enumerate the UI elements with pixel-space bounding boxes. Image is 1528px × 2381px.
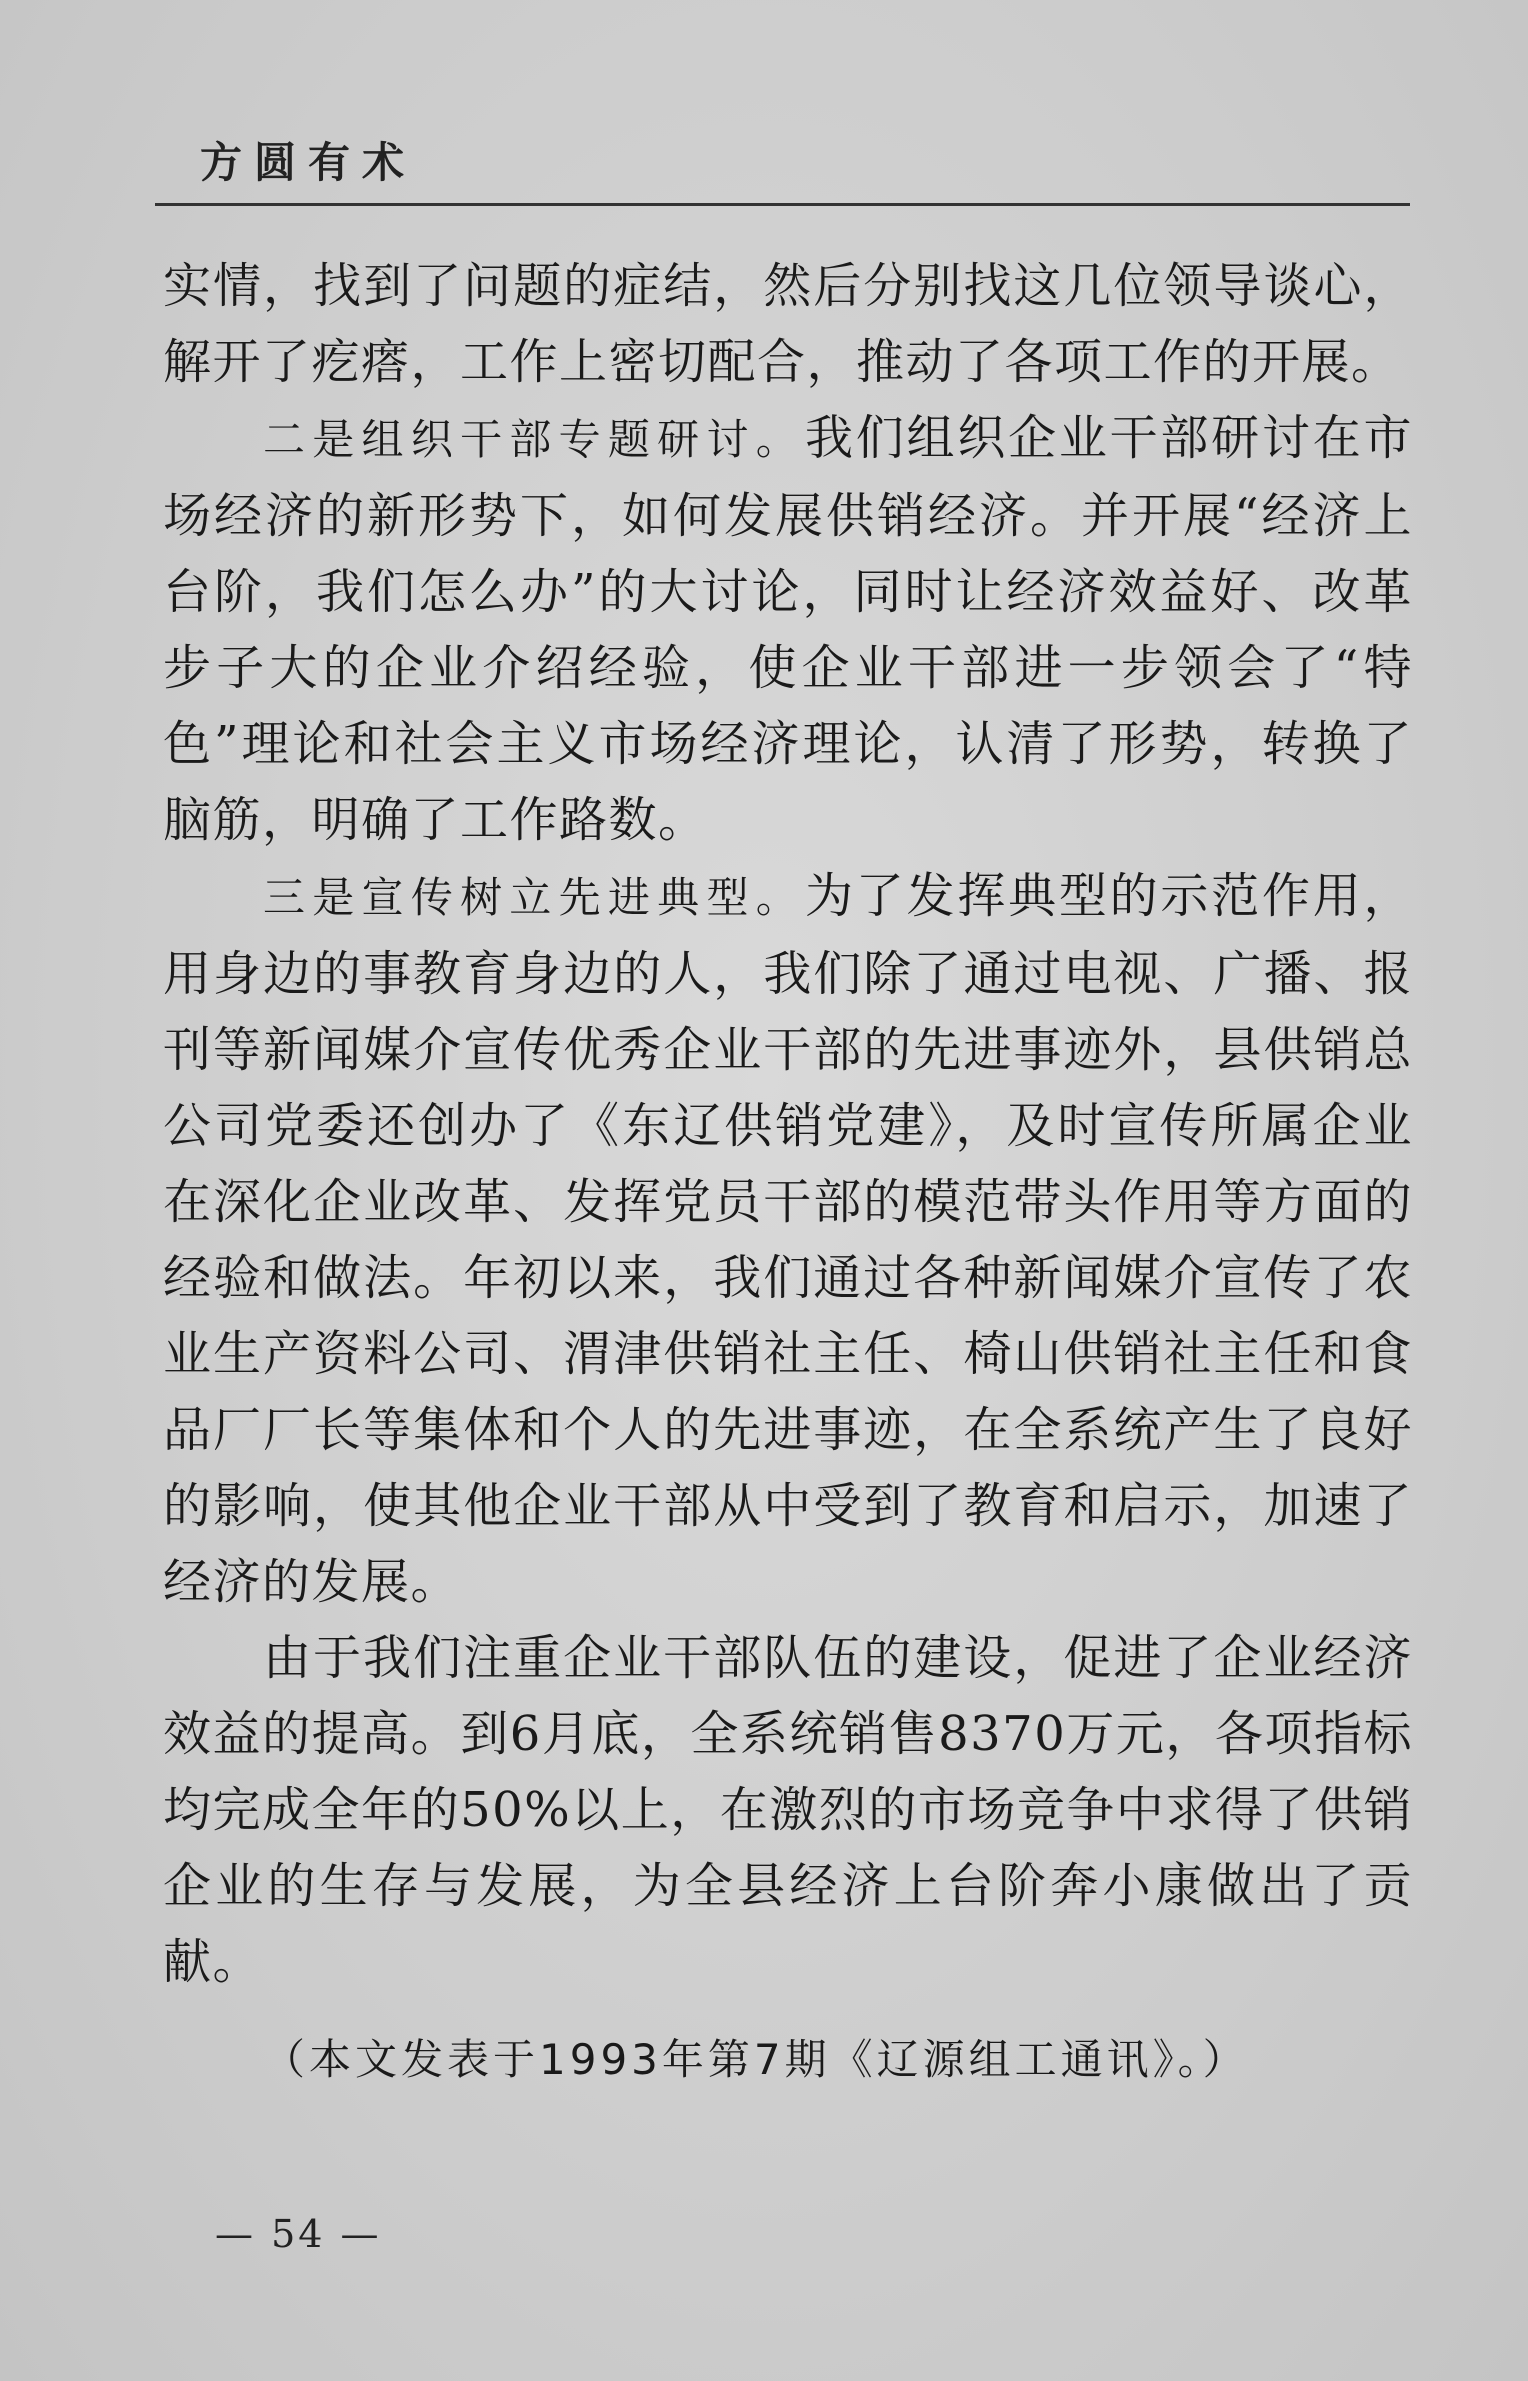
paragraph-2-text: 我们组织企业干部研讨在市场经济的新形势下，如何发展供销经济。并开展“经济上台阶，我们怎么办”的大讨论，同时让经济效益好、改革步子大的企业介绍经验，使企业干部进一步领会了“特色”理论和社会主义市场经济理论，认清了形势，转换了脑筋，明确了工作路数。: [163, 410, 1413, 848]
header-rule: [155, 203, 1410, 206]
body-text: [163, 248, 1413, 2098]
paragraph-3-lead: 三是宣传树立先进典型。: [263, 873, 805, 922]
paragraph-2: [163, 400, 1413, 858]
paragraph-3-text: 为了发挥典型的示范作用，用身边的事教育身边的人，我们除了通过电视、广播、报刊等新闻媒介宣传优秀企业干部的先进事迹外，县供销总公司党委还创办了《东辽供销党建》，及时宣传所属企业在深化企业改革、发挥党员干部的模范带头作用等方面的经验和做法。年初以来，我们通过各种新闻媒介宣传了农业生产资料公司、渭津供销社主任、椅山供销社主任和食品厂厂长等集体和个人的先进事迹，在全系统产生了良好的影响，使其他企业干部从中受到了教育和启示，加速了经济的发展。: [163, 868, 1413, 1610]
paragraph-3: [163, 858, 1413, 1620]
page-number: — 54 —: [215, 2212, 382, 2256]
publication-note: （本文发表于1993年第7期《辽源组工通讯》。）: [263, 2035, 1249, 2084]
paragraph-1: 实情，找到了问题的症结，然后分别找这几位领导谈心，解开了疙瘩，工作上密切配合，推动了各项工作的开展。: [163, 258, 1413, 390]
paragraph-4: 由于我们注重企业干部队伍的建设，促进了企业经济效益的提高。到6月底，全系统销售8370万元，各项指标均完成全年的50%以上，在激烈的市场竞争中求得了供销企业的生存与发展，为全县经济上台阶奔小康做出了贡献。: [163, 1630, 1413, 1990]
running-header-title: 方圆有术: [200, 138, 417, 187]
paragraph-2-lead: 二是组织干部专题研讨。: [263, 415, 805, 464]
